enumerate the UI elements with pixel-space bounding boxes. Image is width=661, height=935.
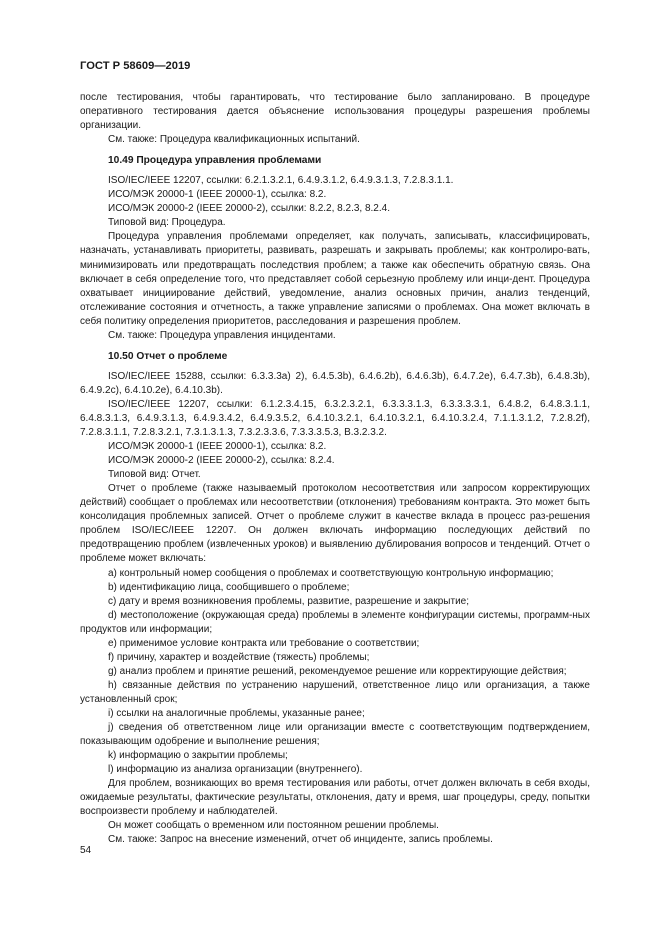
document-body [80,91,590,847]
paragraph: ИСО/МЭК 20000-1 (IEEE 20000-1), ссылка: 8.2. [108,189,327,201]
paragraph: ИСО/МЭК 20000-1 (IEEE 20000-1), ссылка: 8.2. [108,441,327,453]
paragraph: ISO/IEC/IEEE 15288, ссылки: 6.3.3.3a) 2), 6.4.5.3b), 6.4.6.2b), 6.4.6.3b), 6.4.7.2e), 6.4.7.3b), 6.4.8.3b), 6.4.9.2c), 6.4.10.2e), 6.4.10.3b). [80,370,590,396]
paragraph: См. также: Процедура квалификационных испытаний. [108,134,360,146]
paragraph: Процедура управления проблемами определяет, как получать, записывать, классифицировать, назначать, устанавливать приоритеты, развивать, разрешать и закрывать проблемы; как контролиро-вать, минимизировать или предотвращать последствия проблем; а также как обеспечить обратную связь. Она включает в себя определение того, что представляет собой серьезную проблему или инци-дент. Процедура охватывает инициирование действий, уведомление, анализ основных причин, анализ тенденций, отслеживание состояния и отчетность, а также управление записями о проблемах. Она может включать в себя политику определения приоритетов, расследования и разрешения проблем. [80,231,590,327]
list-item: а) контрольный номер сообщения о проблемах и соответствующую контрольную информацию; [108,567,554,579]
list-item: g) анализ проблем и принятие решений, рекомендуемое решение или корректирующие действия; [108,665,567,677]
list-item: l) информацию из анализа организации (внутреннего). [108,764,363,776]
list-item: e) применимое условие контракта или требование о соответствии; [108,637,420,649]
list-item: f) причину, характер и воздействие (тяжесть) проблемы; [108,651,370,663]
paragraph: ISO/IEC/IEEE 12207, ссылки: 6.1.2.3.4.15, 6.3.2.3.2.1, 6.3.3.3.1.3, 6.3.3.3.3.1, 6.4.8.2, 6.4.8.3.1.1, 6.4.8.3.1.3, 6.4.9.3.1.3, 6.4.9.3.4.2, 6.4.9.3.5.2, 6.4.10.3.2.1, 6.4.10.3.2.1, 6.4.10.3.2.4, 7.1.1.3.1.2, 7.2.8.2f), 7.2.8.3.1.1, 7.2.8.3.2.1, 7.3.1.3.1.3, 7.3.2.3.3.6, 7.3.3.3.5.3, В.3.2.3.2. [80,398,590,439]
list-item: d) местоположение (окружающая среда) проблемы в элементе конфигурации системы, программ-ных продуктов или информации; [80,609,590,635]
paragraph: после тестирования, чтобы гарантировать, что тестирование было запланировано. В процедуре оперативного тестирования дается объяснение использования процедуры разрешения проблемы организации. [80,92,590,132]
paragraph: См. также: Процедура управления инцидентами. [108,329,336,341]
list-item: k) информацию о закрытии проблемы; [108,750,288,762]
paragraph: Отчет о проблеме (также называемый протоколом несоответствия или запросом корректирующих действий) сообщает о проблемах или несоответствии (отклонения) требованиям контракта. Это может быть консолидация проблемных записей. Отчет о проблеме служит в качестве вклада в процесс раз-решения проблем ISO/IEC/IEEE 12207. Он должен включать информацию последующих действий по предотвращению проблем (извлеченных уроков) и выявлению дублирования вопросов и тенденций. Отчет о проблеме может включать: [80,483,590,565]
paragraph: ISO/IEC/IEEE 12207, ссылки: 6.2.1.3.2.1, 6.4.9.3.1.2, 6.4.9.3.1.3, 7.2.8.3.1.1. [108,175,454,187]
list-item: j) сведения об ответственном лице или организации вместе с соответствующим подтверждением, показывающим одобрение и выполнение решения; [80,722,590,748]
page-number: 54 [80,845,92,856]
list-item: h) связанные действия по устранению нарушений, ответственное лицо или организация, а также установленный срок; [80,679,590,705]
paragraph: ИСО/МЭК 20000-2 (IEEE 20000-2), ссылки: 8.2.2, 8.2.3, 8.2.4. [108,203,390,215]
page-header: ГОСТ Р 58609—2019 [80,60,191,72]
section-heading: 10.50 Отчет о проблеме [108,350,228,362]
paragraph: Типовой вид: Отчет. [108,469,201,481]
list-item: i) ссылки на аналогичные проблемы, указанные ранее; [108,707,365,719]
list-item: c) дату и время возникновения проблемы, развитие, разрешение и закрытие; [108,595,469,607]
list-item: b) идентификацию лица, сообщившего о проблеме; [108,581,350,593]
paragraph: Для проблем, возникающих во время тестирования или работы, отчет должен включать в себя входы, ожидаемые результаты, фактические результаты, отклонения, дату и время, шаг процедуры, среду, попытки воспроизвести проблему и наблюдателей. [80,778,590,818]
paragraph: См. также: Запрос на внесение изменений, отчет об инциденте, запись проблемы. [108,834,493,846]
paragraph: Типовой вид: Процедура. [108,217,226,229]
paragraph: ИСО/МЭК 20000-2 (IEEE 20000-2), ссылка: 8.2.4. [108,455,335,467]
paragraph: Он может сообщать о временном или постоянном решении проблемы. [108,820,439,832]
section-heading: 10.49 Процедура управления проблемами [108,155,322,167]
